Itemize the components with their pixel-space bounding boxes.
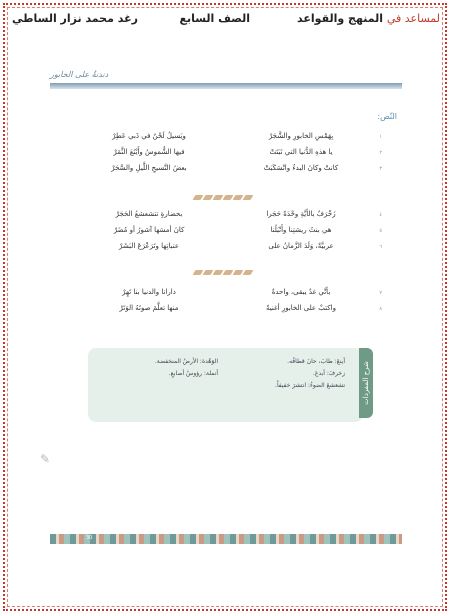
page-header (12, 12, 440, 30)
verse-number: ٨ (379, 306, 382, 312)
poem-group-3 (80, 288, 382, 320)
vocabulary-entry: أينعَ: طابَ، حانَ قطافُه. (287, 358, 345, 365)
verse-row (80, 226, 382, 242)
vocabulary-column-right (235, 358, 345, 394)
verse-row (80, 164, 382, 180)
page-number: 30 (86, 535, 93, 541)
verse-second-half: فيها الشُّموسُ وأَيْنَعَ الثَّمَرْ (113, 148, 185, 156)
vocabulary-column-left (108, 358, 218, 382)
poem-group-2 (80, 210, 382, 258)
subject-title (297, 12, 440, 25)
vocabulary-tab-label: شرح المفردات (362, 361, 370, 405)
poem-group-1 (80, 132, 382, 180)
verse-first-half: واكتبْ على الخابورِ أغنيةً (266, 304, 336, 312)
verse-number: ٦ (379, 244, 382, 250)
verse-first-half: كانتْ وكانَ البدءُ وانْسَكَبَتْ (263, 164, 339, 172)
author-name: رغد محمد نزار الساطي (12, 12, 138, 25)
vocabulary-tab (359, 348, 373, 418)
vocabulary-entry: الوَهْدة: الأرضُ المنخفضة. (154, 358, 218, 365)
ornament-divider (190, 193, 256, 201)
verse-second-half: دارانا والدنيا بنا تَهِرْ (122, 288, 176, 296)
page-title: دندنةٌ على الخابور (50, 70, 109, 79)
verse-number: ٧ (379, 290, 382, 296)
verse-row (80, 210, 382, 226)
verse-number: ٤ (379, 212, 382, 218)
verse-second-half: منها تعلَّمَ صوتَهُ الوَتَرْ (119, 304, 179, 312)
subject-accent: لمساعد في (386, 12, 440, 25)
verse-first-half: هي بنتُ ريشتِنا وأَنْبَلُنا (270, 226, 332, 234)
footer-pattern-band (50, 534, 402, 544)
text-section-label: النّص: (377, 112, 397, 121)
grade-label: الصف السابع (179, 12, 250, 25)
vocabulary-entry: تشعشعَ الضوءُ: انتشرَ خفيفاً. (275, 382, 345, 389)
verse-row (80, 242, 382, 258)
verse-first-half: زَخْرَفٌ بالأيَّةِ وحْدَةً حَجَرا (266, 210, 336, 218)
leaf-icon: ✎ (40, 452, 51, 466)
vocabulary-entry: أنملة: رؤوسُ أصابعِ. (168, 370, 218, 377)
verse-first-half: بأنَّي غدٌ يبقى، واحدةٌ (271, 288, 331, 296)
verse-second-half: كانَ أمسَها آشورُ أو مُضَرْ (113, 226, 185, 234)
verse-number: ٢ (379, 150, 382, 156)
verse-second-half: ويَسيلُ لَحْنٌ في ذَبي عَطِرْ (112, 132, 186, 140)
vocabulary-box (88, 348, 370, 422)
verse-second-half: عتباتِها وتَرَعْرَعَ البَشَرْ (119, 242, 179, 250)
vocabulary-entry: زخرفَ: أبدعَ. (312, 370, 345, 377)
title-rule (50, 83, 402, 89)
verse-row (80, 132, 382, 148)
verse-first-half: يا هذهِ الدُّنيا التي نَبَتَتْ (269, 148, 333, 156)
ornament-divider (190, 268, 256, 276)
verse-first-half: عربيَّةٌ، وَلَدَ الزَّمانُ على (268, 242, 334, 250)
verse-number: ٥ (379, 228, 382, 234)
verse-number: ١ (379, 134, 382, 140)
verse-second-half: بحضارةٍ تتشعشعُ الحَجَرْ (115, 210, 183, 218)
verse-first-half: بِهَمْسِ الخابورِ والشَّجَرْ (268, 132, 334, 140)
verse-row (80, 148, 382, 164)
verse-row (80, 304, 382, 320)
verse-second-half: بعضُ النَّسيجِ اللَّيلِ والسَّحَرْ (111, 164, 187, 172)
verse-row (80, 288, 382, 304)
verse-number: ٣ (379, 166, 382, 172)
subject-main: المنهج والقواعد (297, 12, 384, 25)
